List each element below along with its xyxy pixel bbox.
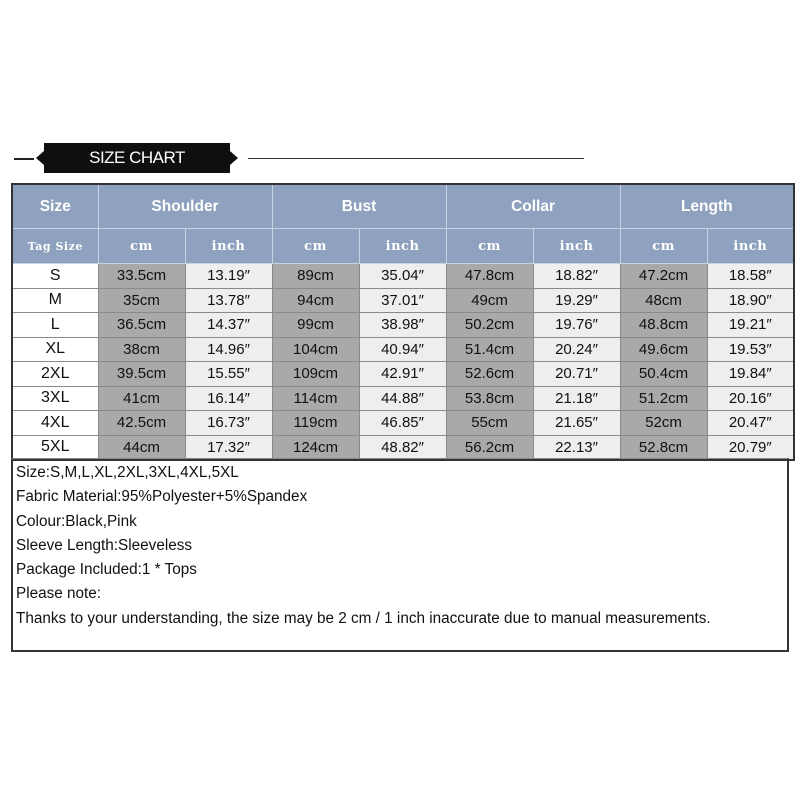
inch-cell: 19.84″ — [707, 362, 794, 387]
inch-cell: 14.96″ — [185, 337, 272, 362]
size-cell: L — [12, 313, 98, 338]
unit-cm: cm — [272, 229, 359, 264]
note-line: Package Included:1 * Tops — [16, 561, 197, 579]
table-row — [12, 313, 794, 338]
unit-cm: cm — [620, 229, 707, 264]
cm-cell: 47.8cm — [446, 264, 533, 289]
product-notes — [11, 458, 789, 652]
size-table — [11, 183, 795, 461]
cm-cell: 124cm — [272, 435, 359, 460]
cm-cell: 89cm — [272, 264, 359, 289]
inch-cell: 21.18″ — [533, 386, 620, 411]
header-rule-left — [14, 158, 34, 160]
inch-cell: 44.88″ — [359, 386, 446, 411]
inch-cell: 20.47″ — [707, 411, 794, 436]
inch-cell: 46.85″ — [359, 411, 446, 436]
cm-cell: 44cm — [98, 435, 185, 460]
inch-cell: 16.73″ — [185, 411, 272, 436]
table-row — [12, 411, 794, 436]
cm-cell: 35cm — [98, 288, 185, 313]
size-cell: 5XL — [12, 435, 98, 460]
inch-cell: 19.53″ — [707, 337, 794, 362]
inch-cell: 18.82″ — [533, 264, 620, 289]
size-cell: 3XL — [12, 386, 98, 411]
cm-cell: 50.2cm — [446, 313, 533, 338]
header-rule-right — [248, 158, 584, 159]
cm-cell: 52cm — [620, 411, 707, 436]
header-bust: Bust — [272, 184, 446, 229]
inch-cell: 19.76″ — [533, 313, 620, 338]
cm-cell: 39.5cm — [98, 362, 185, 387]
note-line: Thanks to your understanding, the size may be 2 cm / 1 inch inaccurate due to manual measurements. — [16, 609, 711, 627]
cm-cell: 38cm — [98, 337, 185, 362]
size-cell: XL — [12, 337, 98, 362]
cm-cell: 94cm — [272, 288, 359, 313]
cm-cell: 41cm — [98, 386, 185, 411]
inch-cell: 40.94″ — [359, 337, 446, 362]
size-chart-header — [0, 140, 800, 180]
inch-cell: 16.14″ — [185, 386, 272, 411]
cm-cell: 52.8cm — [620, 435, 707, 460]
size-chart-banner — [44, 143, 230, 173]
inch-cell: 22.13″ — [533, 435, 620, 460]
cm-cell: 33.5cm — [98, 264, 185, 289]
banner-notch-left — [36, 151, 44, 165]
inch-cell: 37.01″ — [359, 288, 446, 313]
cm-cell: 56.2cm — [446, 435, 533, 460]
cm-cell: 99cm — [272, 313, 359, 338]
note-line: Colour:Black,Pink — [16, 512, 137, 530]
table-row — [12, 337, 794, 362]
inch-cell: 18.90″ — [707, 288, 794, 313]
table-header-row — [12, 184, 794, 229]
unit-inch: inch — [707, 229, 794, 264]
cm-cell: 50.4cm — [620, 362, 707, 387]
banner-notch-right — [230, 151, 238, 165]
inch-cell: 48.82″ — [359, 435, 446, 460]
inch-cell: 19.21″ — [707, 313, 794, 338]
inch-cell: 17.32″ — [185, 435, 272, 460]
cm-cell: 49.6cm — [620, 337, 707, 362]
banner-title: SIZE CHART — [89, 148, 185, 167]
cm-cell: 51.2cm — [620, 386, 707, 411]
size-cell: S — [12, 264, 98, 289]
table-row — [12, 362, 794, 387]
cm-cell: 51.4cm — [446, 337, 533, 362]
inch-cell: 15.55″ — [185, 362, 272, 387]
table-row — [12, 386, 794, 411]
table-row — [12, 435, 794, 460]
inch-cell: 14.37″ — [185, 313, 272, 338]
cm-cell: 47.2cm — [620, 264, 707, 289]
unit-inch: inch — [359, 229, 446, 264]
size-cell: 2XL — [12, 362, 98, 387]
cm-cell: 52.6cm — [446, 362, 533, 387]
unit-inch: inch — [185, 229, 272, 264]
inch-cell: 20.16″ — [707, 386, 794, 411]
inch-cell: 42.91″ — [359, 362, 446, 387]
cm-cell: 42.5cm — [98, 411, 185, 436]
cm-cell: 48cm — [620, 288, 707, 313]
note-line: Please note: — [16, 585, 102, 603]
inch-cell: 20.71″ — [533, 362, 620, 387]
inch-cell: 20.24″ — [533, 337, 620, 362]
note-line: Size:S,M,L,XL,2XL,3XL,4XL,5XL — [16, 464, 239, 481]
cm-cell: 109cm — [272, 362, 359, 387]
cm-cell: 36.5cm — [98, 313, 185, 338]
inch-cell: 38.98″ — [359, 313, 446, 338]
note-line: Sleeve Length:Sleeveless — [16, 536, 193, 554]
cm-cell: 119cm — [272, 411, 359, 436]
table-body — [12, 264, 794, 461]
note-line: Fabric Material:95%Polyester+5%Spandex — [16, 488, 308, 506]
size-cell: 4XL — [12, 411, 98, 436]
cm-cell: 49cm — [446, 288, 533, 313]
unit-inch: inch — [533, 229, 620, 264]
unit-cm: cm — [446, 229, 533, 264]
header-size: Size — [12, 184, 98, 229]
inch-cell: 18.58″ — [707, 264, 794, 289]
size-cell: M — [12, 288, 98, 313]
cm-cell: 53.8cm — [446, 386, 533, 411]
inch-cell: 13.19″ — [185, 264, 272, 289]
inch-cell: 20.79″ — [707, 435, 794, 460]
table-row — [12, 264, 794, 289]
cm-cell: 104cm — [272, 337, 359, 362]
inch-cell: 13.78″ — [185, 288, 272, 313]
inch-cell: 35.04″ — [359, 264, 446, 289]
header-tag-size: Tag Size — [12, 229, 98, 264]
table-unit-row — [12, 229, 794, 264]
unit-cm: cm — [98, 229, 185, 264]
cm-cell: 48.8cm — [620, 313, 707, 338]
table-row — [12, 288, 794, 313]
cm-cell: 55cm — [446, 411, 533, 436]
header-length: Length — [620, 184, 794, 229]
inch-cell: 21.65″ — [533, 411, 620, 436]
header-collar: Collar — [446, 184, 620, 229]
header-shoulder: Shoulder — [98, 184, 272, 229]
inch-cell: 19.29″ — [533, 288, 620, 313]
cm-cell: 114cm — [272, 386, 359, 411]
